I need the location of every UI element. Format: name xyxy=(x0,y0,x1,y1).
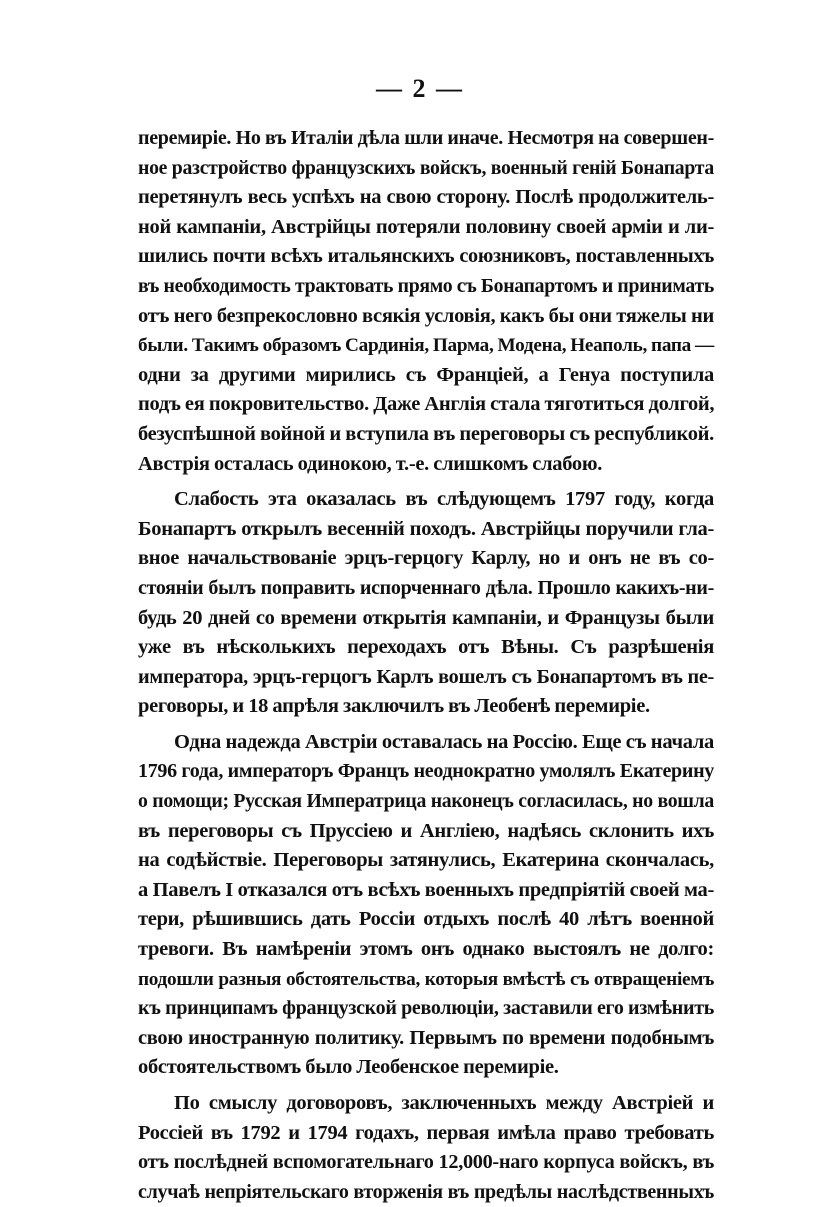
text-line: на содѣйствіе. Переговоры затянулись, Екатерина скончалась, xyxy=(138,849,714,872)
text-line: были. Такимъ образомъ Сардинія, Парма, Модена, Неаполь, папа — xyxy=(138,335,714,357)
text-line: къ принципамъ французской революціи, заставили его измѣнить xyxy=(138,997,714,1020)
text-line: стояніи былъ поправить испорченнаго дѣла. Прошло какихъ-ни- xyxy=(138,576,714,599)
text-line: о помощи; Русская Императрица наконецъ согласилась, но вошла xyxy=(138,790,714,813)
text-line: отъ него безпрекословно всякія условія, какъ бы они тяжелы ни xyxy=(138,304,714,327)
text-line: императора, эрцъ-герцогъ Карлъ вошелъ съ Бонапартомъ въ пе- xyxy=(138,665,714,688)
paragraph-2 xyxy=(138,485,714,722)
text-line: въ переговоры съ Пруссіею и Англіею, надѣясь склонить ихъ xyxy=(138,819,714,842)
paragraph-1 xyxy=(138,124,714,479)
text-line: тери, рѣшившись дать Россіи отдыхъ послѣ 40 лѣтъ военной xyxy=(138,908,714,931)
text-line: уже въ нѣсколькихъ переходахъ отъ Вѣны. Съ разрѣшенія xyxy=(138,636,714,659)
page-number: — 2 — xyxy=(376,74,464,103)
text-line: подъ ея покровительство. Даже Англія стала тяготиться долгой, xyxy=(138,393,715,416)
text-line: въ необходимость трактовать прямо съ Бонапартомъ и принимать xyxy=(138,274,714,297)
text-line: отъ послѣдней вспомогательнаго 12,000-наго корпуса войскъ, въ xyxy=(138,1151,714,1174)
text-line: а Павелъ I отказался отъ всѣхъ военныхъ предпріятій своей ма- xyxy=(138,878,714,901)
text-line: ной кампаніи, Австрійцы потеряли половину своей арміи и ли- xyxy=(138,215,714,238)
text-line: вное начальствованіе эрцъ-герцогу Карлу, но и онъ не въ со- xyxy=(138,547,714,570)
paragraph-4 xyxy=(138,1089,714,1207)
text-line: Россіей въ 1792 и 1794 годахъ, первая имѣла право требовать xyxy=(138,1121,714,1144)
text-line: Австрія осталась одинокою, т.-е. слишкомъ слабою. xyxy=(138,452,603,475)
text-line: будь 20 дней со времени открытія кампаніи, и Французы были xyxy=(138,606,714,629)
paragraph-3 xyxy=(138,728,714,1083)
text-line: перетянулъ весь успѣхъ на свою сторону. Послѣ продолжитель- xyxy=(138,186,714,209)
text-line: реговоры, и 18 апрѣля заключилъ въ Леобенѣ перемиріе. xyxy=(138,695,650,718)
text-line: тревоги. Въ намѣреніи этомъ онъ однако выстоялъ не долго: xyxy=(138,938,714,961)
text-line: свою иностранную политику. Первымъ по времени подобнымъ xyxy=(138,1026,714,1049)
text-line: подошли разныя обстоятельства, которыя вмѣстѣ съ отвращеніемъ xyxy=(138,968,714,990)
body-text xyxy=(138,124,714,1207)
text-line: безуспѣшной войной и вступила въ переговоры съ республикой. xyxy=(138,422,714,445)
text-line: обстоятельствомъ было Леобенское перемиріе. xyxy=(138,1056,559,1079)
text-line: Слабость эта оказалась въ слѣдующемъ 1797 году, когда xyxy=(174,488,714,511)
text-line: Бонапартъ открылъ весенній походъ. Австрійцы поручили гла- xyxy=(138,517,714,540)
text-line: одни за другими мирились съ Франціей, а Генуа поступила xyxy=(138,363,714,386)
text-line: 1796 года, императоръ Францъ неоднократно умолялъ Екатерину xyxy=(138,760,714,783)
text-line: Одна надежда Австріи оставалась на Россію. Еще съ начала xyxy=(174,730,714,753)
text-line: ное разстройство французскихъ войскъ, военный геній Бонапарта xyxy=(138,156,714,179)
text-line: По смыслу договоровъ, заключенныхъ между Австріей и xyxy=(174,1092,714,1114)
text-line: перемиріе. Но въ Италіи дѣла шли иначе. Несмотря на совершен- xyxy=(138,127,714,149)
text-line: шились почти всѣхъ итальянскихъ союзниковъ, поставленныхъ xyxy=(138,245,714,268)
text-line: случаѣ непріятельскаго вторженія въ предѣлы наслѣдственныхъ xyxy=(138,1180,714,1203)
